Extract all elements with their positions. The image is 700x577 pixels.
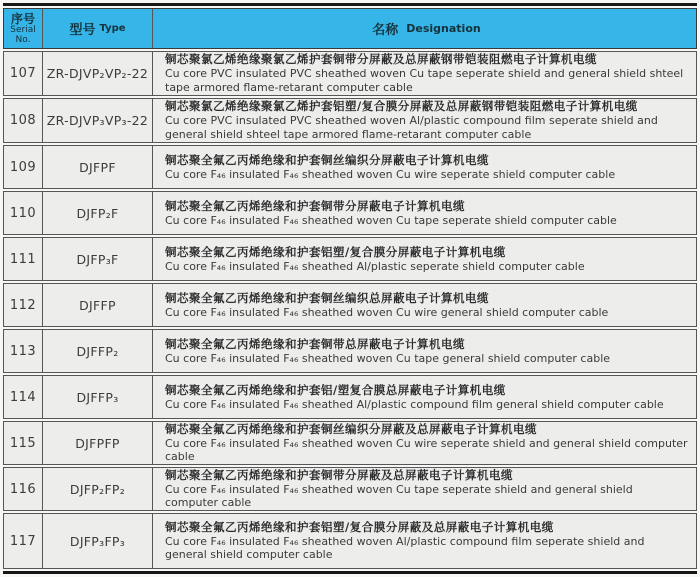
- table-row: [3, 421, 697, 465]
- type-code: ZR-DJVP₂VP₂-22: [46, 66, 149, 81]
- serial-cell: [4, 468, 43, 510]
- bottom-rule: [3, 571, 697, 574]
- table-row: [3, 237, 697, 281]
- header-serial-en2: No.: [15, 35, 31, 45]
- designation-cell: [153, 376, 696, 418]
- type-cell: [43, 99, 153, 142]
- designation-zh: 铜芯聚氯乙烯绝缘聚氯乙烯护套铝塑/复合膜分屏蔽及总屏蔽钢带铠装阻燃电子计算机电缆: [165, 99, 638, 114]
- serial-cell: [4, 146, 43, 188]
- serial-number: 115: [9, 435, 37, 451]
- type-code: DJFP₃F: [76, 251, 119, 267]
- designation-en: Cu core F₄₆ insulated F₄₆ sheathed woven Cu tape seperate shield and general shield computer cable: [165, 482, 633, 510]
- type-code: DJFFP₃: [76, 389, 119, 405]
- serial-cell: [4, 330, 43, 372]
- table-row: [3, 145, 697, 189]
- serial-number: 110: [9, 205, 37, 221]
- designation-en: Cu core PVC insulated PVC sheathed woven Cu tape seperate shield and general shield shteel tape armored flame-retarant computer cable: [165, 67, 684, 94]
- header-type-en: Type: [99, 23, 126, 34]
- table-row: [3, 375, 697, 419]
- designation-zh: 铜芯聚全氟乙丙烯绝缘和护套铝塑/复合膜分屏蔽电子计算机电缆: [165, 244, 506, 259]
- type-code: DJFPFP: [75, 435, 120, 451]
- header-serial-zh: 序号: [10, 11, 35, 26]
- serial-cell: [4, 99, 43, 142]
- designation-cell: [153, 422, 696, 464]
- designation-zh: 铜芯聚氯乙烯绝缘聚氯乙烯护套铜带分屏蔽及总屏蔽钢带铠装阻燃电子计算机电缆: [165, 52, 597, 67]
- serial-number: 107: [9, 66, 37, 81]
- table-row: [3, 513, 697, 569]
- serial-number: 113: [9, 343, 37, 359]
- serial-number: 114: [9, 389, 37, 405]
- type-cell: [43, 376, 153, 418]
- header-designation-zh: 名称: [372, 23, 399, 38]
- designation-zh: 铜芯聚全氟乙丙烯绝缘和护套铜丝编织分屏蔽及总屏蔽电子计算机电缆: [165, 421, 537, 436]
- designation-en: Cu core F₄₆ insulated F₄₆ sheathed woven Al/plastic compound film seperate shield and general shield computer cable: [165, 534, 645, 562]
- designation-en: Cu core F₄₆ insulated F₄₆ sheathed woven Cu tape seperate shield computer cable: [165, 213, 617, 227]
- designation-en: Cu core F₄₆ insulated F₄₆ sheathed woven Cu tape general shield computer cable: [165, 351, 611, 365]
- header-designation-en: Designation: [406, 22, 481, 35]
- serial-number: 117: [9, 533, 37, 549]
- serial-number: 109: [9, 159, 37, 175]
- serial-cell: [4, 52, 43, 95]
- serial-cell: [4, 284, 43, 326]
- designation-zh: 铜芯聚全氟乙丙烯绝缘和护套铝塑/复合膜分屏蔽及总屏蔽电子计算机电缆: [165, 519, 554, 534]
- designation-en: Cu core F₄₆ insulated F₄₆ sheathed woven Cu wire seperate shield and general shield computer cable: [165, 436, 688, 464]
- designation-cell: [153, 52, 696, 95]
- type-cell: [43, 514, 153, 568]
- serial-cell: [4, 514, 43, 568]
- designation-en: Cu core F₄₆ insulated F₄₆ sheathed woven Cu wire seperate shield computer cable: [165, 167, 616, 181]
- type-cell: [43, 52, 153, 95]
- serial-number: 108: [9, 113, 37, 128]
- designation-en: Cu core F₄₆ insulated F₄₆ sheathed Al/plastic compound film general shield computer cable: [165, 397, 664, 411]
- top-rule: [3, 3, 697, 6]
- type-code: DJFP₂FP₂: [69, 481, 126, 497]
- type-cell: [43, 422, 153, 464]
- serial-cell: [4, 376, 43, 418]
- designation-cell: [153, 514, 696, 568]
- designation-zh: 铜芯聚全氟乙丙烯绝缘和护套铜带分屏蔽电子计算机电缆: [165, 198, 465, 213]
- designation-cell: [153, 146, 696, 188]
- type-code: ZR-DJVP₃VP₃-22: [46, 113, 149, 128]
- type-cell: [43, 192, 153, 234]
- cable-table: [3, 8, 697, 569]
- designation-cell: [153, 330, 696, 372]
- serial-number: 111: [9, 251, 37, 267]
- header-serial-en1: Serial: [10, 24, 36, 35]
- header-cell-serial: [4, 9, 43, 48]
- type-code: DJFP₂F: [76, 205, 119, 221]
- table-row: [3, 98, 697, 143]
- designation-zh: 铜芯聚全氟乙丙烯绝缘和护套铝/塑复合膜总屏蔽电子计算机电缆: [165, 382, 506, 397]
- table-row: [3, 329, 697, 373]
- designation-zh: 铜芯聚全氟乙丙烯绝缘和护套铜丝编织分屏蔽电子计算机电缆: [165, 152, 489, 167]
- type-code: DJFFP₂: [76, 343, 119, 359]
- type-code: DJFP₃FP₃: [69, 533, 126, 549]
- table-header-row: [3, 8, 697, 49]
- table-row: [3, 51, 697, 96]
- table-row: [3, 467, 697, 511]
- serial-cell: [4, 238, 43, 280]
- type-cell: [43, 330, 153, 372]
- serial-cell: [4, 422, 43, 464]
- table-row: [3, 191, 697, 235]
- type-cell: [43, 468, 153, 510]
- header-type-zh: 型号: [69, 23, 96, 38]
- header-cell-designation: [153, 9, 696, 48]
- type-cell: [43, 284, 153, 326]
- designation-en: Cu core F₄₆ insulated F₄₆ sheathed Al/plastic seperate shield computer cable: [165, 259, 585, 273]
- designation-cell: [153, 284, 696, 326]
- type-code: DJFFP: [79, 297, 116, 313]
- serial-cell: [4, 192, 43, 234]
- designation-zh: 铜芯聚全氟乙丙烯绝缘和护套铜带总屏蔽电子计算机电缆: [165, 336, 465, 351]
- type-cell: [43, 238, 153, 280]
- designation-zh: 铜芯聚全氟乙丙烯绝缘和护套铜带分屏蔽及总屏蔽电子计算机电缆: [165, 467, 513, 482]
- designation-cell: [153, 238, 696, 280]
- type-cell: [43, 146, 153, 188]
- table-row: [3, 283, 697, 327]
- designation-cell: [153, 192, 696, 234]
- serial-number: 112: [9, 297, 37, 313]
- designation-zh: 铜芯聚全氟乙丙烯绝缘和护套铜丝编织总屏蔽电子计算机电缆: [165, 290, 489, 305]
- designation-cell: [153, 99, 696, 142]
- header-cell-type: [43, 9, 153, 48]
- serial-number: 116: [9, 481, 37, 497]
- type-code: DJFPF: [79, 159, 116, 175]
- designation-en: Cu core F₄₆ insulated F₄₆ sheathed woven Cu wire general shield computer cable: [165, 305, 609, 319]
- designation-cell: [153, 468, 696, 510]
- designation-en: Cu core PVC insulated PVC sheathed woven Al/plastic compound film seperate shield and general shield shteel tape armored flame-retarant computer cable: [165, 114, 658, 141]
